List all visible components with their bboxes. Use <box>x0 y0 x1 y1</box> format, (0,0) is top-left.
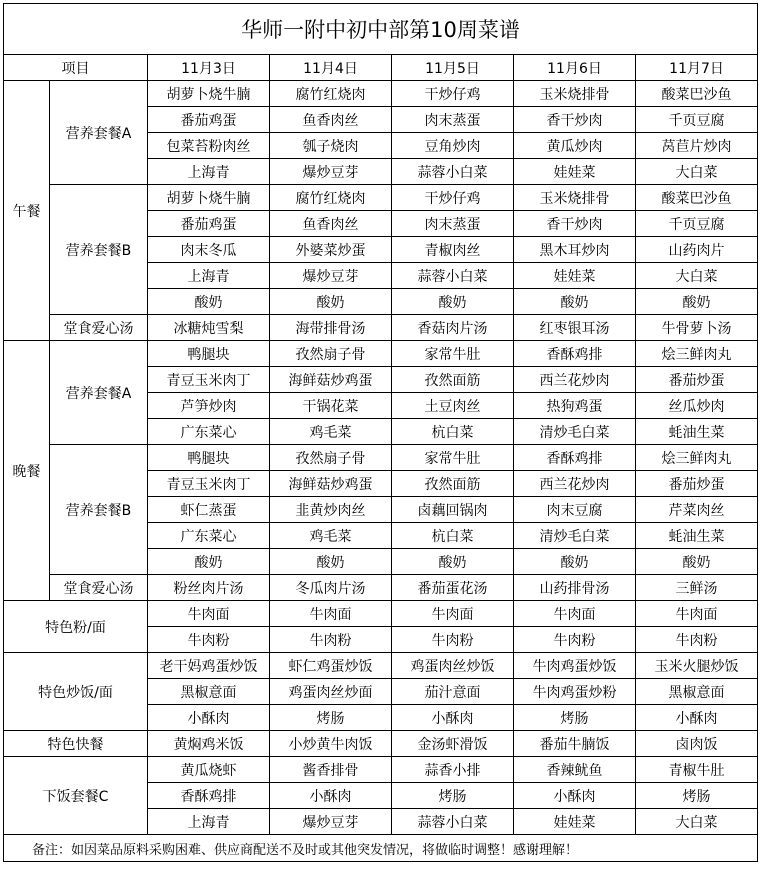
dish-cell: 玉米火腿炒饭 <box>636 653 758 679</box>
menu-row <box>4 653 758 679</box>
dish-cell: 香干炒肉 <box>514 211 636 237</box>
dish-cell: 烩三鲜肉丸 <box>636 445 758 471</box>
dish-cell: 香酥鸡排 <box>514 445 636 471</box>
dish-cell: 干炒仔鸡 <box>392 81 514 107</box>
dish-cell: 酸奶 <box>514 549 636 575</box>
dish-cell: 胡萝卜烧牛腩 <box>148 81 270 107</box>
dish-cell: 牛肉粉 <box>392 627 514 653</box>
dish-cell: 肉末豆腐 <box>514 497 636 523</box>
dish-cell: 鱼香肉丝 <box>270 211 392 237</box>
dish-cell: 孜然扇子骨 <box>270 445 392 471</box>
dish-cell: 三鲜汤 <box>636 575 758 601</box>
dish-cell: 牛肉粉 <box>148 627 270 653</box>
dish-cell: 牛肉面 <box>270 601 392 627</box>
dish-cell: 海鲜菇炒鸡蛋 <box>270 471 392 497</box>
dish-cell: 孜然面筋 <box>392 367 514 393</box>
dish-cell: 杭白菜 <box>392 419 514 445</box>
page-title: 华师一附中初中部第10周菜谱 <box>4 4 758 55</box>
dish-cell: 玉米烧排骨 <box>514 185 636 211</box>
menu-row <box>4 185 758 211</box>
dish-cell: 娃娃菜 <box>514 263 636 289</box>
set-label: 营养套餐A <box>50 81 148 185</box>
dish-cell: 番茄鸡蛋 <box>148 211 270 237</box>
dish-cell: 番茄炒蛋 <box>636 471 758 497</box>
dish-cell: 莴苣片炒肉 <box>636 133 758 159</box>
menu-row <box>4 445 758 471</box>
dish-cell: 小酥肉 <box>392 705 514 731</box>
set-label: 堂食爱心汤 <box>50 315 148 341</box>
dish-cell: 牛肉粉 <box>636 627 758 653</box>
dish-cell: 冰糖炖雪梨 <box>148 315 270 341</box>
dish-cell: 鸡毛菜 <box>270 419 392 445</box>
menu-row <box>4 81 758 107</box>
menu-row <box>4 315 758 341</box>
dish-cell: 蒜蓉小白菜 <box>392 263 514 289</box>
dish-cell: 海带排骨汤 <box>270 315 392 341</box>
dish-cell: 鸭腿块 <box>148 445 270 471</box>
dish-cell: 虾仁鸡蛋炒饭 <box>270 653 392 679</box>
dish-cell: 外婆菜炒蛋 <box>270 237 392 263</box>
dish-cell: 清炒毛白菜 <box>514 523 636 549</box>
dish-cell: 番茄牛腩饭 <box>514 731 636 757</box>
menu-row <box>4 757 758 783</box>
dish-cell: 青豆玉米肉丁 <box>148 471 270 497</box>
menu-table <box>3 3 758 862</box>
dish-cell: 蚝油生菜 <box>636 523 758 549</box>
dish-cell: 千页豆腐 <box>636 211 758 237</box>
dish-cell: 牛肉面 <box>514 601 636 627</box>
dish-cell: 山药排骨汤 <box>514 575 636 601</box>
category-label: 特色快餐 <box>4 731 148 757</box>
date-header: 11月5日 <box>392 55 514 81</box>
dish-cell: 冬瓜肉片汤 <box>270 575 392 601</box>
dish-cell: 土豆肉丝 <box>392 393 514 419</box>
dish-cell: 鸡蛋肉丝炒饭 <box>392 653 514 679</box>
footer-note: 备注：如因菜品原料采购困难、供应商配送不及时或其他突发情况，将做临时调整！感谢理解！ <box>4 835 758 862</box>
meal-label: 午餐 <box>4 81 50 341</box>
dish-cell: 番茄蛋花汤 <box>392 575 514 601</box>
dish-cell: 爆炒豆芽 <box>270 159 392 185</box>
set-label: 营养套餐B <box>50 445 148 575</box>
dish-cell: 家常牛肚 <box>392 341 514 367</box>
dish-cell: 酸奶 <box>514 289 636 315</box>
dish-cell: 干炒仔鸡 <box>392 185 514 211</box>
dish-cell: 肉末蒸蛋 <box>392 211 514 237</box>
dish-cell: 清炒毛白菜 <box>514 419 636 445</box>
dish-cell: 卤肉饭 <box>636 731 758 757</box>
dish-cell: 千页豆腐 <box>636 107 758 133</box>
set-label: 堂食爱心汤 <box>50 575 148 601</box>
dish-cell: 韭黄炒肉丝 <box>270 497 392 523</box>
footer-row <box>4 835 758 862</box>
dish-cell: 粉丝肉片汤 <box>148 575 270 601</box>
dish-cell: 烩三鲜肉丸 <box>636 341 758 367</box>
dish-cell: 鸡毛菜 <box>270 523 392 549</box>
dish-cell: 孜然扇子骨 <box>270 341 392 367</box>
menu-row <box>4 575 758 601</box>
dish-cell: 牛肉面 <box>392 601 514 627</box>
dish-cell: 牛肉粉 <box>270 627 392 653</box>
dish-cell: 小酥肉 <box>514 783 636 809</box>
dish-cell: 青豆玉米肉丁 <box>148 367 270 393</box>
date-header: 11月6日 <box>514 55 636 81</box>
dish-cell: 小酥肉 <box>148 705 270 731</box>
dish-cell: 牛肉面 <box>636 601 758 627</box>
dish-cell: 牛肉鸡蛋炒粉 <box>514 679 636 705</box>
dish-cell: 酸奶 <box>636 289 758 315</box>
dish-cell: 玉米烧排骨 <box>514 81 636 107</box>
dish-cell: 酸奶 <box>148 549 270 575</box>
dish-cell: 虾仁蒸蛋 <box>148 497 270 523</box>
dish-cell: 广东菜心 <box>148 523 270 549</box>
dish-cell: 烤肠 <box>392 783 514 809</box>
header-row <box>4 55 758 81</box>
dish-cell: 黑木耳炒肉 <box>514 237 636 263</box>
dish-cell: 鱼香肉丝 <box>270 107 392 133</box>
dish-cell: 干锅花菜 <box>270 393 392 419</box>
category-label: 下饭套餐C <box>4 757 148 835</box>
dish-cell: 黑椒意面 <box>148 679 270 705</box>
dish-cell: 广东菜心 <box>148 419 270 445</box>
dish-cell: 红枣银耳汤 <box>514 315 636 341</box>
dish-cell: 黄焖鸡米饭 <box>148 731 270 757</box>
menu-row <box>4 341 758 367</box>
dish-cell: 黑椒意面 <box>636 679 758 705</box>
dish-cell: 蒜香小排 <box>392 757 514 783</box>
date-header: 11月4日 <box>270 55 392 81</box>
dish-cell: 蚝油生菜 <box>636 419 758 445</box>
dish-cell: 牛肉面 <box>148 601 270 627</box>
dish-cell: 酸奶 <box>392 549 514 575</box>
dish-cell: 家常牛肚 <box>392 445 514 471</box>
category-label: 特色炒饭/面 <box>4 653 148 731</box>
dish-cell: 烤肠 <box>636 783 758 809</box>
category-label: 特色粉/面 <box>4 601 148 653</box>
dish-cell: 杭白菜 <box>392 523 514 549</box>
dish-cell: 上海青 <box>148 159 270 185</box>
dish-cell: 小炒黄牛肉饭 <box>270 731 392 757</box>
dish-cell: 上海青 <box>148 809 270 835</box>
menu-row <box>4 731 758 757</box>
dish-cell: 茄汁意面 <box>392 679 514 705</box>
dish-cell: 西兰花炒肉 <box>514 471 636 497</box>
dish-cell: 黄瓜烧虾 <box>148 757 270 783</box>
dish-cell: 爆炒豆芽 <box>270 263 392 289</box>
dish-cell: 大白菜 <box>636 159 758 185</box>
dish-cell: 卤藕回锅肉 <box>392 497 514 523</box>
dish-cell: 蒜蓉小白菜 <box>392 809 514 835</box>
dish-cell: 大白菜 <box>636 809 758 835</box>
dish-cell: 小酥肉 <box>270 783 392 809</box>
set-label: 营养套餐A <box>50 341 148 445</box>
dish-cell: 娃娃菜 <box>514 159 636 185</box>
dish-cell: 海鲜菇炒鸡蛋 <box>270 367 392 393</box>
dish-cell: 热狗鸡蛋 <box>514 393 636 419</box>
dish-cell: 娃娃菜 <box>514 809 636 835</box>
dish-cell: 西兰花炒肉 <box>514 367 636 393</box>
meal-label: 晚餐 <box>4 341 50 601</box>
dish-cell: 牛肉粉 <box>514 627 636 653</box>
dish-cell: 酸奶 <box>636 549 758 575</box>
dish-cell: 老干妈鸡蛋炒饭 <box>148 653 270 679</box>
dish-cell: 酱香排骨 <box>270 757 392 783</box>
dish-cell: 丝瓜炒肉 <box>636 393 758 419</box>
dish-cell: 腐竹红烧肉 <box>270 81 392 107</box>
dish-cell: 山药肉片 <box>636 237 758 263</box>
dish-cell: 香酥鸡排 <box>148 783 270 809</box>
dish-cell: 酸菜巴沙鱼 <box>636 81 758 107</box>
dish-cell: 烤肠 <box>270 705 392 731</box>
title-row <box>4 4 758 55</box>
dish-cell: 爆炒豆芽 <box>270 809 392 835</box>
dish-cell: 香菇肉片汤 <box>392 315 514 341</box>
dish-cell: 青椒牛肚 <box>636 757 758 783</box>
dish-cell: 番茄炒蛋 <box>636 367 758 393</box>
dish-cell: 小酥肉 <box>636 705 758 731</box>
dish-cell: 芦笋炒肉 <box>148 393 270 419</box>
dish-cell: 香辣鱿鱼 <box>514 757 636 783</box>
date-header: 11月3日 <box>148 55 270 81</box>
dish-cell: 鸭腿块 <box>148 341 270 367</box>
dish-cell: 肉末冬瓜 <box>148 237 270 263</box>
dish-cell: 鸡蛋肉丝炒面 <box>270 679 392 705</box>
dish-cell: 酸奶 <box>270 549 392 575</box>
dish-cell: 酸奶 <box>392 289 514 315</box>
dish-cell: 金汤虾滑饭 <box>392 731 514 757</box>
dish-cell: 芹菜肉丝 <box>636 497 758 523</box>
dish-cell: 牛肉鸡蛋炒饭 <box>514 653 636 679</box>
dish-cell: 青椒肉丝 <box>392 237 514 263</box>
dish-cell: 酸奶 <box>148 289 270 315</box>
dish-cell: 包菜苔粉肉丝 <box>148 133 270 159</box>
dish-cell: 香酥鸡排 <box>514 341 636 367</box>
dish-cell: 番茄鸡蛋 <box>148 107 270 133</box>
dish-cell: 蒜蓉小白菜 <box>392 159 514 185</box>
dish-cell: 瓠子烧肉 <box>270 133 392 159</box>
date-header: 11月7日 <box>636 55 758 81</box>
dish-cell: 黄瓜炒肉 <box>514 133 636 159</box>
dish-cell: 烤肠 <box>514 705 636 731</box>
dish-cell: 牛骨萝卜汤 <box>636 315 758 341</box>
dish-cell: 胡萝卜烧牛腩 <box>148 185 270 211</box>
dish-cell: 豆角炒肉 <box>392 133 514 159</box>
menu-row <box>4 601 758 627</box>
dish-cell: 腐竹红烧肉 <box>270 185 392 211</box>
dish-cell: 酸菜巴沙鱼 <box>636 185 758 211</box>
dish-cell: 香干炒肉 <box>514 107 636 133</box>
dish-cell: 大白菜 <box>636 263 758 289</box>
dish-cell: 肉末蒸蛋 <box>392 107 514 133</box>
set-label: 营养套餐B <box>50 185 148 315</box>
dish-cell: 孜然面筋 <box>392 471 514 497</box>
dish-cell: 酸奶 <box>270 289 392 315</box>
dish-cell: 上海青 <box>148 263 270 289</box>
item-header: 项目 <box>4 55 148 81</box>
